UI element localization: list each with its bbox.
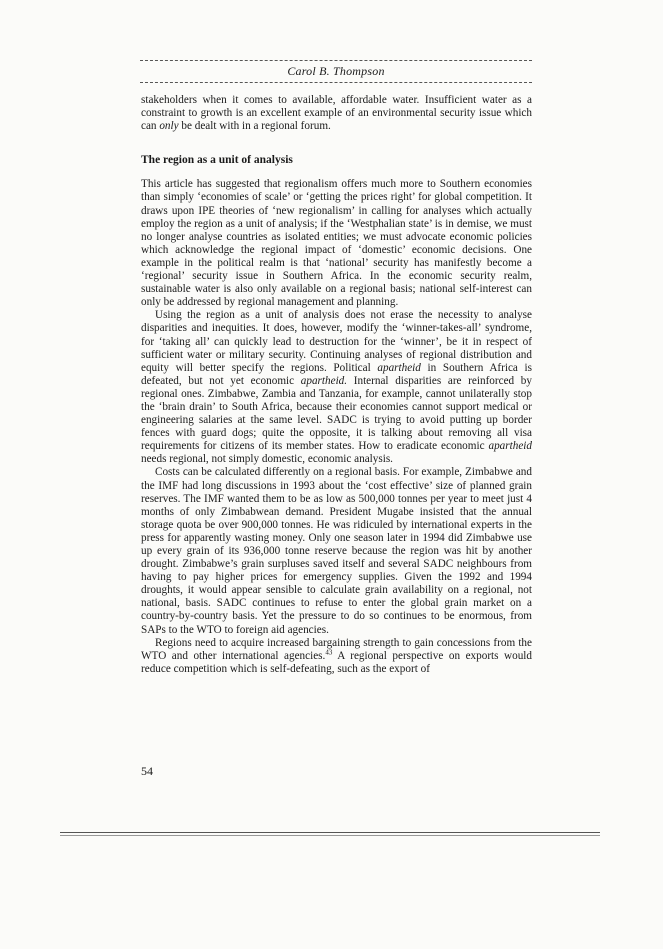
- paragraph-1: This article has suggested that regionalism offers much more to Southern economies than simply ‘economies of scale’ or ‘getting the prices right’ for global competition. It draws upon IPE theories of ‘new regionalism’ in calling for analyses which actually employ the region as a unit of analysis; if the ‘Westphalian state’ is in demise, we must no longer analyse countries as isolated entities; we must advocate economic policies which acknowledge the regional impact of ‘domestic’ economic decisions. One example in the political realm is that ‘national’ security has manifestly become a ‘regional’ security issue in Southern Africa. In the economic security realm, sustainable water is also only available on a regional basis; national self-interest can only be addressed by regional management and planning.: [141, 178, 532, 309]
- page-number: 54: [141, 764, 153, 778]
- p2-emphasis-1: apartheid: [377, 361, 421, 374]
- footer-rule-shadow: [60, 835, 600, 836]
- footer-rule: [60, 832, 600, 833]
- body-text: [141, 94, 532, 676]
- p4-text-b: A regional perspective on exports would reduce competition which is self-defeating, such as the export of: [141, 649, 532, 675]
- emphasis-only: only: [159, 120, 179, 133]
- p2-emphasis-2: apartheid.: [300, 374, 348, 387]
- header-rule-top: [140, 60, 532, 61]
- header-rule-bottom: [140, 82, 532, 83]
- paragraph-4: [141, 637, 532, 676]
- p2-emphasis-3: apartheid: [488, 440, 532, 453]
- paragraph-2: [141, 309, 532, 466]
- p2-text-b: in Southern Africa is defeated, but not yet economic: [141, 361, 532, 387]
- opening-text-a: stakeholders when it comes to available, affordable water. Insufficient water as a constraint to growth is an excellent example of an environmental security issue which can: [141, 94, 532, 133]
- p4-text-a: Regions need to acquire increased bargaining strength to gain concessions from the WTO and other international agencies.: [141, 636, 532, 662]
- section-heading: The region as a unit of analysis: [141, 154, 293, 167]
- p2-text-c: Internal disparities are reinforced by regional ones. Zimbabwe, Zambia and Tanzania, for example, cannot unilaterally stop the ‘brain drain’ to South Africa, because their economies cannot support medical or engineering salaries at the same level. SADC is trying to avoid putting up border fences with guard dogs; quite the opposite, it is talking about removing all visa requirements for citizens of its member states. How to eradicate economic: [141, 374, 532, 453]
- opening-text-b: be dealt with in a regional forum.: [178, 120, 331, 133]
- footnote-ref-43: 43: [325, 648, 333, 657]
- running-head: Carol B. Thompson: [287, 64, 385, 78]
- p2-text-a: Using the region as a unit of analysis does not erase the necessity to analyse disparities and inequities. It does, however, modify the ‘winner-takes-all’ syndrome, for ‘taking all’ can quickly lead to destruction for the ‘winner’, be it in respect of sufficient water or military security. Continuing analyses of regional distribution and equity will better specify the regions. Political: [141, 309, 532, 374]
- p2-text-d: needs regional, not simply domestic, economic analysis.: [141, 453, 393, 466]
- paragraph-3: Costs can be calculated differently on a regional basis. For example, Zimbabwe and the IMF had long discussions in 1993 about the ‘cost effective’ size of planned grain reserves. The IMF wanted them to be as low as 500,000 tonnes per year to meet just 4 months of only Zimbabwean demand. President Mugabe insisted that the annual storage quota be over 900,000 tonnes. He was ridiculed by international experts in the press for apparently wasting money. Only one season later in 1994 did Zimbabwe use up every grain of its 936,000 tonne reserve because the region was hit by another drought. Zimbabwe’s grain surpluses saved itself and several SADC neighbours from having to pay higher prices for emergency supplies. Given the 1992 and 1994 droughts, it would appear sensible to calculate grain availability on a regional, not national, basis. SADC continues to refuse to enter the global grain market on a country-by-country basis. Yet the pressure to do so continues to be enormous, from SAPs to the WTO to foreign aid agencies.: [141, 466, 532, 636]
- opening-paragraph: [141, 94, 532, 133]
